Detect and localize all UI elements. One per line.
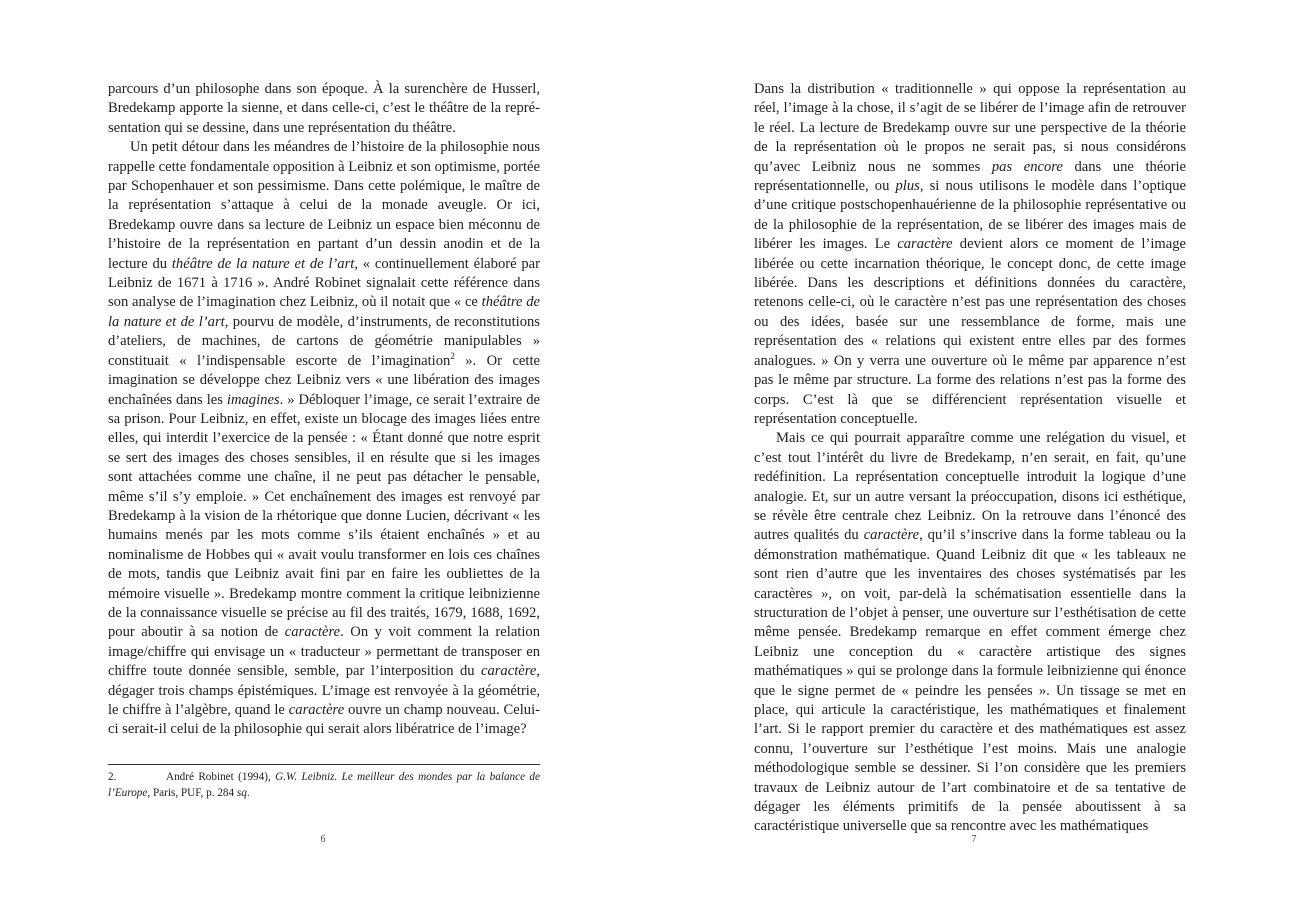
text-run: , Paris, PUF, p. 284 <box>147 787 237 799</box>
text-run: Mais ce qui pourrait apparaître comme une relégation du visuel, et c’est tout l’intérêt du livre de Bredekamp, n’en serait, en fait, qu’une redéfinition. La représentation conceptuelle introduit la logique d’une analogie. Et, sur un autre versant la préoccupation, disons ici esthétique, se révèle être centrale chez Leibniz. On la retrouve dans l’énoncé des autres qualités du <box>754 430 1186 544</box>
text-run: , « continuellement élaboré par Leibniz de 1671 à 1716 ». André Robinet signalait cette référence dans son analyse de l’imagination chez Leibniz, où il notait que « ce <box>108 255 541 311</box>
text-run: devient alors ce moment de l’image libérée ou cette incarnation théorique, le concept donc, de cette image libérée. Dans les descriptions et définitions données du caractère, retenons celle-ci, où le caractère n’est pas une représentation des choses ou des idées, basée sur une ressemblance de forme, mais une représentation des « relations qui existent entre elles par des formes analogues. » On y verra une ouverture où le même par apparence n’est pas le même par structure. La forme des relations n’est pas la forme des corps. C’est là que se différencient représentation visuelle et représentation conceptuelle. <box>754 236 1187 427</box>
text-run: André Robinet (1994), <box>166 771 276 783</box>
text-run: , dégager trois champs épistémiques. L’image est renvoyée à la géométrie, le chiffre à l’algèbre, quand le <box>108 663 540 718</box>
text-run: . On y voit comment la relation image/chiffre qui envisage un « traducteur » permettant de transposer en chiffre toute donnée sensible, semble, par l’interposition du <box>108 624 540 680</box>
text-run: ». Or cette imagination se développe chez Leibniz vers « une libération des images enchaînées dans les <box>108 352 540 408</box>
text-run: , pourvu de modèle, d’instruments, de reconstitutions d’ateliers, de machines, de cartons de géométrie manipulables » constituait « l’indispensable escorte de l’imagination <box>108 313 540 369</box>
text-run: parcours d’un philosophe dans son époque. À la surenchère de Husserl, Bredekamp apporte la sienne, et dans celle-ci, c’est le théâtre de la représentation qui se dessine, dans une représentation du théâtre. <box>108 81 540 136</box>
footnote-text <box>108 771 540 799</box>
text-run: , si nous utilisons le modèle dans l’optique d’une critique postschopenhauérienne de la philosophie représentative ou de la philosophie de la représentation, de se libérer des images mais de libérer les images. Le <box>754 178 1186 253</box>
italic-text: caractère <box>288 702 345 718</box>
text-run: , qu’il s’inscrive dans la forme tableau ou la démonstration mathématique. Quand Leibniz dit que « les tableaux ne sont rien d’autre que les inventaires des choses systématisés par les caractères », on voit, par-delà la schématisation essentielle dans la structuration de l’objet à penser, une ouverture sur l’esthétisation de cette même pensée. Bredekamp remarque en effet comment émerge chez Leibniz une conception du « caractère artistique des signes mathématiques » qui se prolonge dans la formule leibnizienne qui énonce que le signe permet de « peindre les pensées ». Un tissage se met en place, qui articule la caractéristique, les mathématiques et finalement l’art. Si le rapport premier du caractère et des mathématiques est assez connu, l’ouverture sur l’esthétique l’est moins. Mais une analogie méthodologique semble se dessiner. Si l’on considère que les premiers travaux de Leibniz autour de l’art combinatoire et de sa tentative de dégager les éléments primitifs de la pensée aboutissent à sa caractéristique universelle que sa rencontre avec les mathématiques <box>754 527 1186 835</box>
page-number: 6 <box>320 834 326 845</box>
text-run: dans une théorie représentationnelle, ou <box>754 158 1186 195</box>
text-run: . <box>246 787 250 799</box>
text-run: ouvre un champ nouveau. Celui-ci serait-il celui de la philosophie qui serait alors libératrice de l’image? <box>108 702 541 738</box>
right-page-body <box>754 80 1186 837</box>
italic-text: pas encore <box>991 158 1063 175</box>
paragraph <box>108 80 540 138</box>
italic-text: caractère <box>897 236 953 253</box>
footnote-reference: 2 <box>450 350 455 361</box>
right-page <box>646 0 1292 904</box>
italic-text: sq <box>236 787 247 799</box>
footnote-rule <box>108 764 540 765</box>
text-run: . » Débloquer l’image, ce serait l’extraire de sa prison. Pour Leibniz, en effet, existe un blocage des images liées entre elles, qui interdit l’exercice de la pensée : « Étant donné que notre esprit se sert des images des choses sensibles, il en résulte que si les images sont attachées comme une chaîne, il ne peut pas détacher le pensable, même s’il s’y emploie. » Cet enchaînement des images est renvoyé par Bredekamp à la vision de la rhétorique que donne Lucien, décrivant « les humains menés par les mots comme s’ils étaient enchaînés » et au nominalisme de Hobbes qui « avait voulu transformer en lois ces chaînes de mots, tandis que Leibniz avait fini par en faire les oubliettes de la mémoire visuelle ». Bredekamp montre comment la critique leibnizienne de la connaissance visuelle se précise au fil des traités, 1679, 1688, 1692, pour aboutir à sa notion de <box>108 391 541 641</box>
footnote <box>108 769 540 801</box>
text-run: Dans la distribution « traditionnelle » qui oppose la représentation au réel, l’image à la chose, il s’agit de se libérer de l’image afin de retrouver le réel. La lecture de Bredekamp ouvre sur une perspective de la théorie de la représentation où le propos ne serait pas, si nous considérons qu’avec Leibniz nous ne sommes <box>754 81 1186 175</box>
italic-text: théâtre de la nature et de l’art <box>171 255 355 272</box>
italic-text: plus <box>895 178 920 195</box>
paragraph <box>754 429 1186 837</box>
italic-text: G.W. Leibniz. Le meilleur des mondes par la balance de l’Europe <box>108 771 540 799</box>
page-number: 7 <box>971 834 977 845</box>
italic-text: théâtre de la nature et de l’art <box>108 294 540 330</box>
footnote-number: 2. <box>108 771 117 783</box>
italic-text: caractère <box>284 624 341 641</box>
paragraph <box>108 138 540 740</box>
left-page-body <box>108 80 540 740</box>
italic-text: caractère <box>480 663 537 680</box>
paragraph <box>754 80 1186 429</box>
italic-text: caractère <box>863 527 920 544</box>
italic-text: imagines <box>226 391 280 408</box>
text-run: Un petit détour dans les méandres de l’histoire de la philosophie nous rappelle cette fondamentale opposition à Leibniz et son optimisme, portée par Schopenhauer et son pessimisme. Dans cette polémique, le maître de la représentation s’attaque à celui de la monade aveugle. Or ici, Bredekamp ouvre dans sa lecture de Leibniz un espace bien méconnu de l’histoire de la représentation en partant d’un dessin anodin et de la lecture du <box>108 139 540 272</box>
